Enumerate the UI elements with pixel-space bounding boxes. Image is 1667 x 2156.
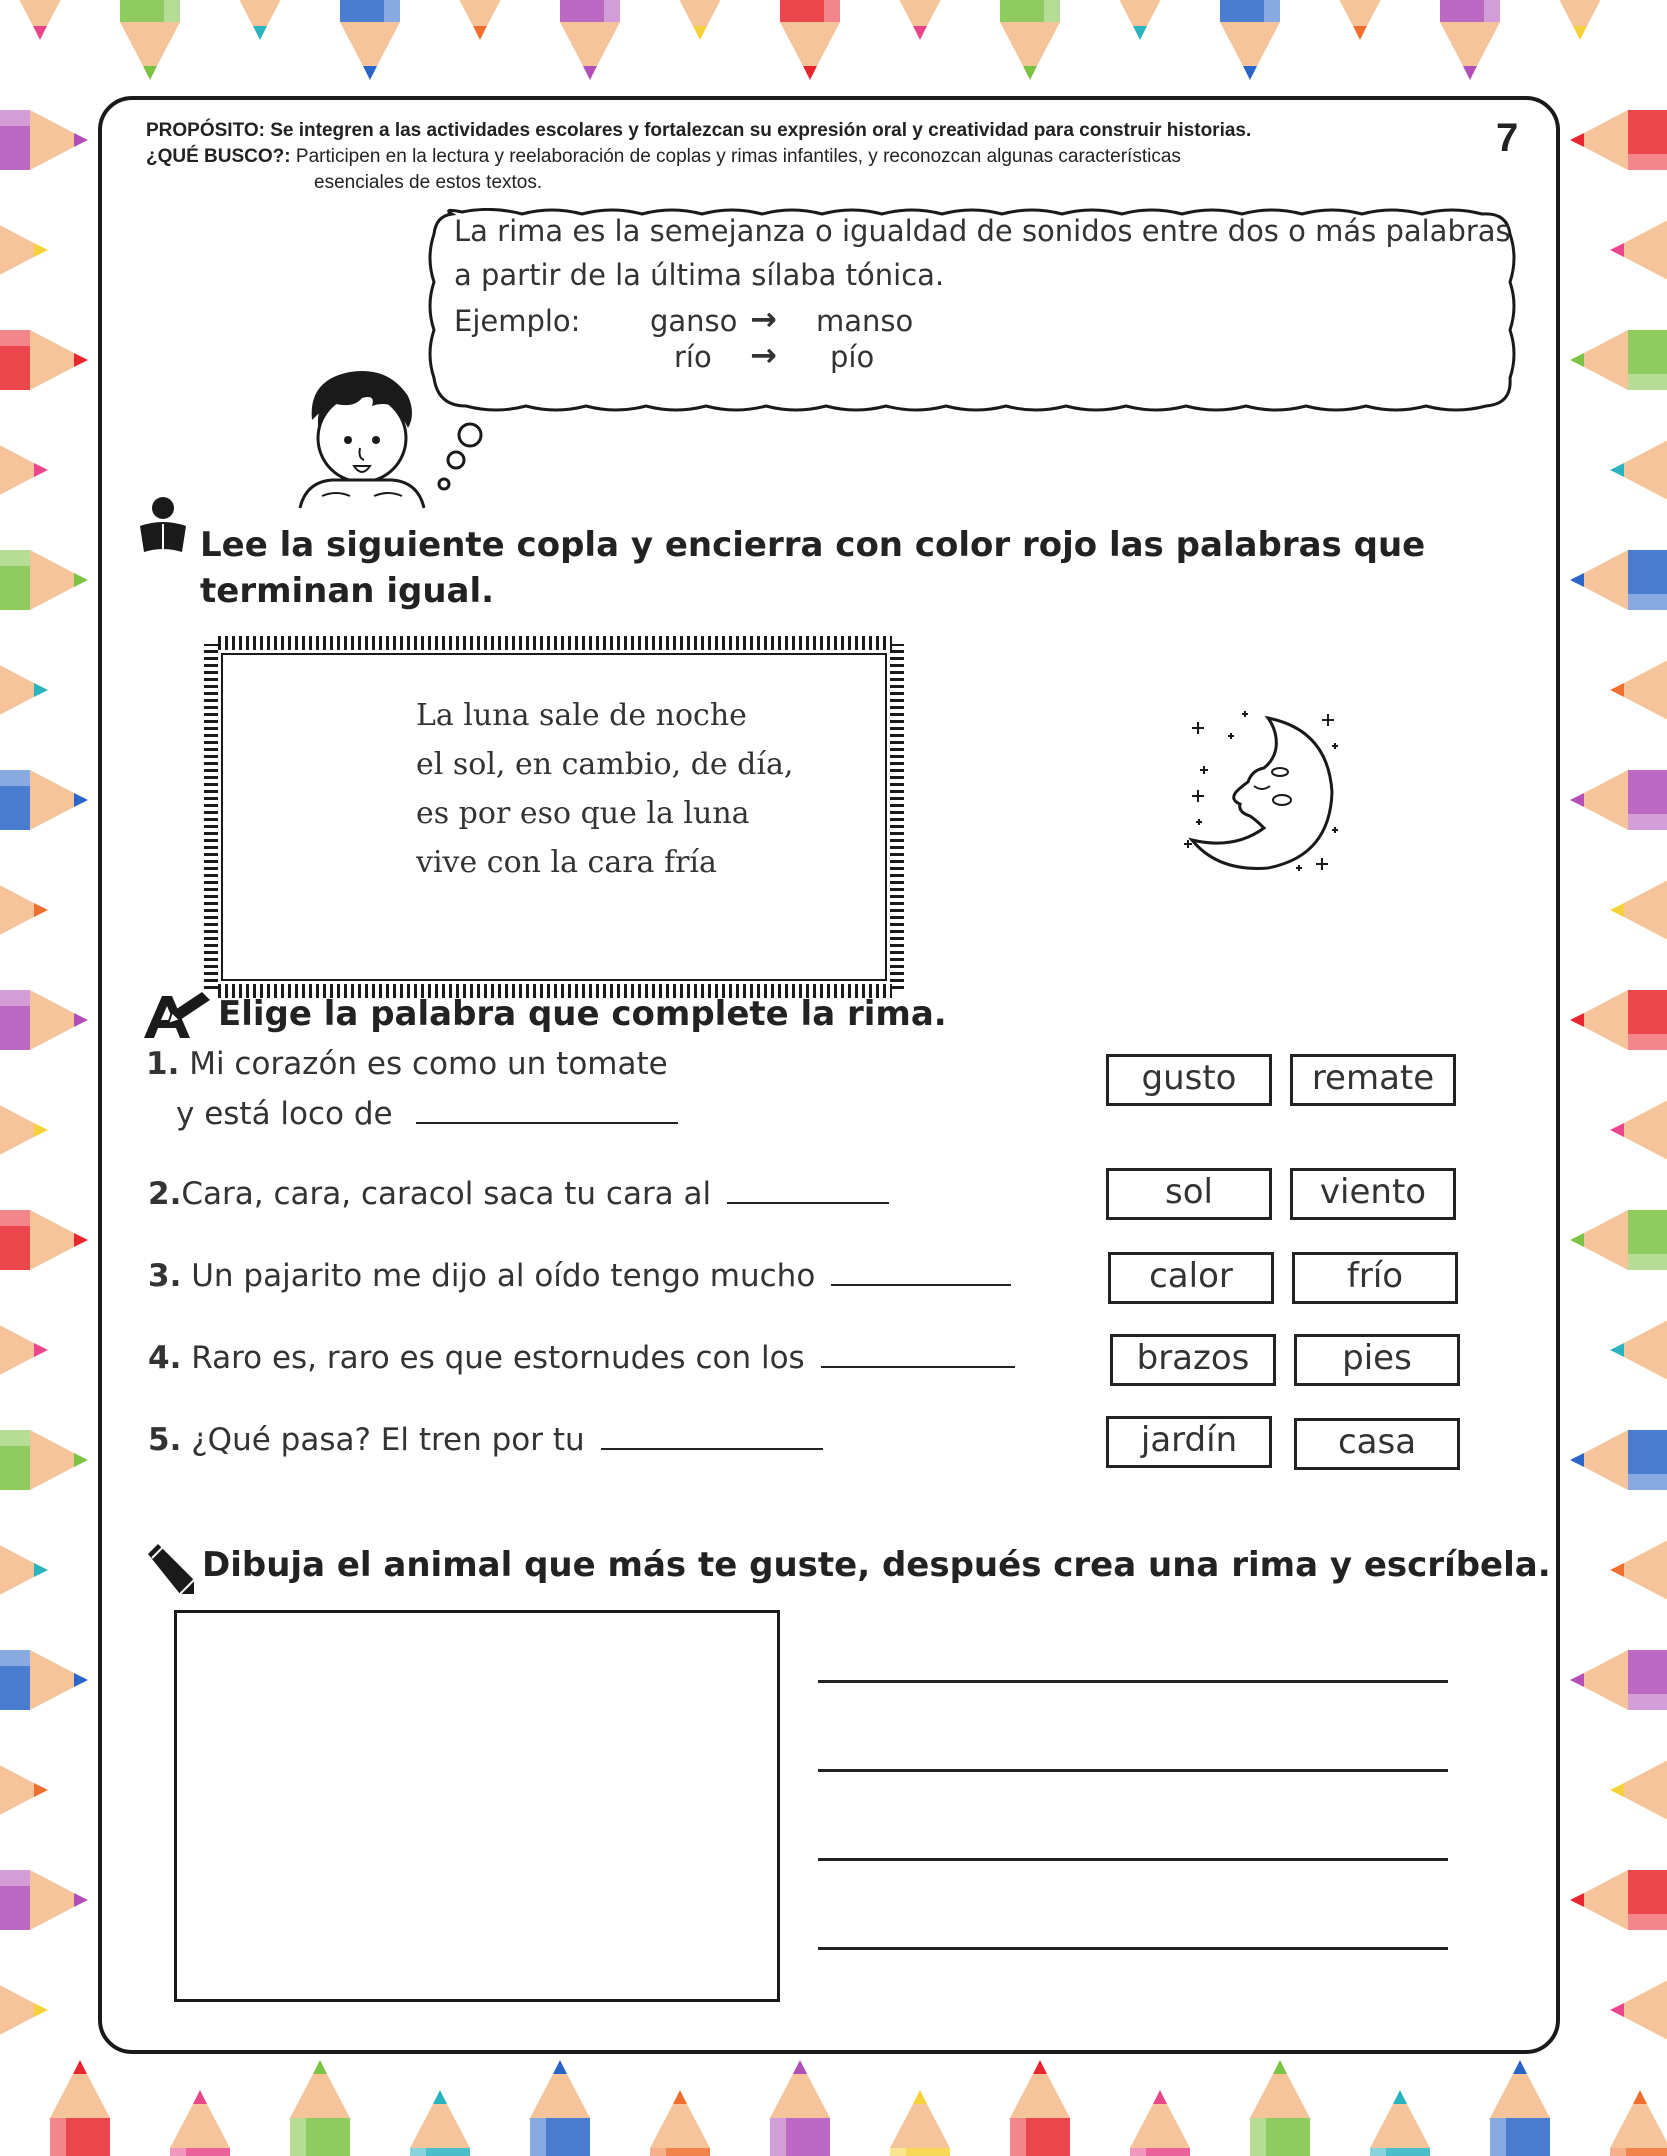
option-remate[interactable]: remate (1290, 1054, 1456, 1106)
example-word-ganso: ganso (650, 304, 738, 338)
question-number: 3. (148, 1258, 182, 1294)
pencil-decoration (1000, 0, 1060, 80)
thought-cloud (422, 208, 1522, 508)
pencil-decoration (290, 2060, 350, 2156)
pencil-decoration (1010, 2060, 1070, 2156)
pencil-decoration (1610, 2090, 1667, 2156)
section1-instruction-line2: terminan igual. (200, 571, 495, 611)
section1-instruction-line1: Lee la siguiente copla y encierra con color rojo las palabras que (200, 525, 1426, 565)
pencil-decoration (1570, 550, 1667, 610)
purpose-line (146, 118, 1251, 144)
pencil-decoration (650, 2090, 710, 2156)
busco-label: ¿QUÉ BUSCO?: (146, 146, 291, 167)
pencil-decoration (1570, 1210, 1667, 1270)
pencil-decoration (560, 0, 620, 80)
pencil-decoration (0, 440, 48, 500)
pencil-decoration (0, 1760, 48, 1820)
pencil-decoration (1440, 0, 1500, 80)
question-text: Cara, cara, caracol saca tu cara al (181, 1176, 712, 1212)
question-number: 2. (148, 1176, 182, 1212)
worksheet-frame (98, 96, 1560, 2054)
pencil-decoration (1570, 330, 1667, 390)
example-word-rio: río (674, 340, 712, 374)
option-brazos[interactable]: brazos (1110, 1334, 1276, 1386)
reading-child-icon (138, 496, 188, 558)
pencil-decoration (410, 2090, 470, 2156)
crescent-moon-icon (1172, 700, 1352, 880)
pencil-decoration (1570, 1650, 1667, 1710)
rhyme-writing-line[interactable] (818, 1947, 1448, 1950)
rhyme-writing-line[interactable] (818, 1858, 1448, 1861)
busco-text-1: Participen en la lectura y reelaboración de coplas y rimas infantiles, y reconozcan algunas características (295, 146, 1181, 167)
pencil-decoration (0, 220, 48, 280)
pencil-decoration (1570, 990, 1667, 1050)
pencil-decoration (1110, 0, 1170, 40)
answer-blank[interactable] (416, 1094, 678, 1124)
answer-blank[interactable] (821, 1338, 1015, 1368)
pencil-decoration (1610, 880, 1667, 940)
pencil-decoration (1610, 220, 1667, 280)
poem-line: La luna sale de noche (416, 698, 747, 733)
rhyme-definition-line1: La rima es la semejanza o igualdad de sonidos entre dos o más palabras (454, 214, 1511, 248)
question-1-line2 (176, 1094, 678, 1132)
question-2 (148, 1174, 889, 1212)
pencil-decoration (1610, 660, 1667, 720)
example-label: Ejemplo: (454, 304, 581, 338)
pencil-decoration (1250, 2060, 1310, 2156)
pencil-decoration (170, 2090, 230, 2156)
question-number: 4. (148, 1340, 182, 1376)
section2-instruction: Elige la palabra que complete la rima. (218, 994, 947, 1034)
pencil-decoration (450, 0, 510, 40)
question-number: 5. (148, 1422, 182, 1458)
pencil-decoration (1130, 2090, 1190, 2156)
pencil-decoration (0, 330, 88, 390)
pencil-decoration (1220, 0, 1280, 80)
pencil-decoration (0, 1540, 48, 1600)
arrow-icon: → (750, 300, 777, 338)
pencil-decoration (0, 990, 88, 1050)
pencil-decoration (1610, 1100, 1667, 1160)
answer-blank[interactable] (831, 1256, 1011, 1286)
purpose-text: Se integren a las actividades escolares y fortalezcan su expresión oral y creatividad para construir historias. (270, 120, 1252, 141)
pencil-decoration (1610, 440, 1667, 500)
pencil-decoration (0, 660, 48, 720)
question-text: ¿Qué pasa? El tren por tu (191, 1422, 585, 1458)
example-word-manso: manso (816, 304, 914, 338)
busco-text-2: esenciales de estos textos. (314, 172, 543, 193)
drawing-area[interactable] (174, 1610, 780, 2002)
pencil-decoration (0, 1100, 48, 1160)
pencil-decoration (230, 0, 290, 40)
pencil-decoration (1570, 110, 1667, 170)
option-casa[interactable]: casa (1294, 1418, 1460, 1470)
purpose-label: PROPÓSITO: (146, 120, 265, 141)
section3-instruction: Dibuja el animal que más te guste, después crea una rima y escríbela. (202, 1545, 1551, 1585)
rhyme-definition-line2: a partir de la última sílaba tónica. (454, 258, 945, 292)
pencil-decoration (1610, 1540, 1667, 1600)
question-text: Un pajarito me dijo al oído tengo mucho (191, 1258, 816, 1294)
pencil-decoration (1570, 1870, 1667, 1930)
pencil-decoration (0, 110, 88, 170)
pencil-decoration (530, 2060, 590, 2156)
pencil-decoration (0, 1430, 88, 1490)
answer-blank[interactable] (727, 1174, 889, 1204)
option-frio[interactable]: frío (1292, 1252, 1458, 1304)
option-pies[interactable]: pies (1294, 1334, 1460, 1386)
pencil-decoration (890, 0, 950, 40)
question-text: Mi corazón es como un tomate (189, 1046, 668, 1082)
pencil-decoration (10, 0, 70, 40)
question-3 (148, 1256, 1011, 1294)
poem-line: el sol, en cambio, de día, (416, 747, 794, 782)
question-text: y está loco de (176, 1096, 393, 1132)
pencil-decoration (1330, 0, 1390, 40)
poem-line: vive con la cara fría (416, 845, 717, 880)
option-jardin[interactable]: jardín (1106, 1416, 1272, 1468)
boy-thinking-icon (292, 362, 432, 512)
busco-line (146, 144, 1181, 170)
pencil-decoration (340, 0, 400, 80)
pencil-decoration (780, 0, 840, 80)
question-number: 1. (146, 1046, 180, 1082)
pencil-decoration (1570, 1430, 1667, 1490)
answer-blank[interactable] (601, 1420, 823, 1450)
arrow-icon: → (750, 336, 777, 374)
pencil-decoration (670, 0, 730, 40)
pencil-decoration (0, 770, 88, 830)
question-text: Raro es, raro es que estornudes con los (191, 1340, 805, 1376)
pencil-decoration (770, 2060, 830, 2156)
pencil-decoration (0, 1320, 48, 1380)
busco-line-2 (314, 170, 542, 196)
pencil-decoration (1610, 1980, 1667, 2040)
pencil-decoration (1370, 2090, 1430, 2156)
question-1 (146, 1046, 668, 1082)
example-word-pio: pío (830, 340, 875, 374)
pencil-decoration (1610, 1760, 1667, 1820)
pencil-decoration (0, 1870, 88, 1930)
option-calor[interactable]: calor (1108, 1252, 1274, 1304)
pencil-decoration (0, 1980, 48, 2040)
pencil-decoration (1490, 2060, 1550, 2156)
poem-line: es por eso que la luna (416, 796, 750, 831)
pencil-icon (140, 1540, 196, 1596)
option-viento[interactable]: viento (1290, 1168, 1456, 1220)
pencil-decoration (0, 550, 88, 610)
pencil-decoration (1570, 770, 1667, 830)
pencil-decoration (890, 2090, 950, 2156)
option-gusto[interactable]: gusto (1106, 1054, 1272, 1106)
pencil-decoration (0, 1210, 88, 1270)
pencil-decoration (50, 2060, 110, 2156)
rhyme-writing-line[interactable] (818, 1769, 1448, 1772)
pencil-decoration (1550, 0, 1610, 40)
question-5 (148, 1420, 823, 1458)
letter-a-pencil-icon (142, 990, 212, 1040)
page-number: 7 (1496, 116, 1519, 160)
pencil-decoration (120, 0, 180, 80)
pencil-decoration (1610, 1320, 1667, 1380)
pencil-decoration (0, 1650, 88, 1710)
pencil-decoration (0, 880, 48, 940)
option-sol[interactable]: sol (1106, 1168, 1272, 1220)
question-4 (148, 1338, 1015, 1376)
rhyme-writing-line[interactable] (818, 1680, 1448, 1683)
